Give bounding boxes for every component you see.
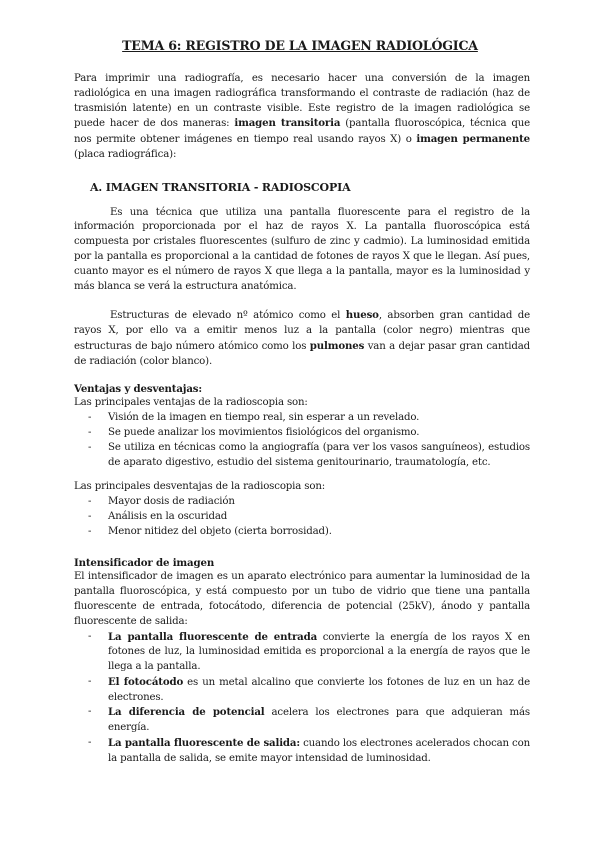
intro-text-3: (placa radiográfica): xyxy=(74,148,177,160)
section-a-paragraph-2 xyxy=(74,308,530,369)
list-item xyxy=(74,675,530,706)
desventaja-text: Mayor dosis de radiación xyxy=(108,496,235,508)
section-a-paragraph-1: Es una técnica que utiliza una pantalla fluorescente para el registro de la información proporcionada por el haz de rayos X. La pantalla fluoroscópica está compuesta por cristales fluorescentes (sulfuro de zinc y cadmio). La luminosidad emitida por la pantalla es proporcional a la cantidad de fotones de rayos X que le llegan. Así pues, cuanto mayor es el número de rayos X que llega a la pantalla, mayor es la luminosidad y más blanca se verá la estructura anatómica. xyxy=(74,206,530,292)
dash-mark: - xyxy=(88,441,92,453)
intro-paragraph xyxy=(74,72,530,163)
ventaja-text: Se puede analizar los movimientos fisiológicos del organismo. xyxy=(108,426,420,438)
intro-text-1: Para imprimir una radiografía, es necesario hacer una conversión de la imagen radiológica en una imagen radiográfica transformando el contraste de radiación (haz de trasmisión latente) en un contraste visible. Este registro de la imagen radiológica se puede hacer de dos maneras: xyxy=(74,73,530,130)
p2-bold-hueso: hueso xyxy=(345,309,379,322)
p2-text-2: , absorben gran cantidad de rayos X, por ello va a emitir menos luz a la pantalla (color negro) mientras que estructuras de bajo número atómico como los xyxy=(74,310,530,352)
ventaja-text: Se utiliza en técnicas como la angiografía (para ver los vasos sanguíneos), estudios de aparato digestivo, estudio del sistema genitourinario, traumatología, etc. xyxy=(108,441,530,468)
item-bold: El fotocátodo xyxy=(108,675,184,688)
dash-mark: - xyxy=(88,675,92,687)
pros-cons-heading: Ventajas y desventajas: xyxy=(74,382,202,395)
dash-mark: - xyxy=(88,510,92,522)
desventajas-list xyxy=(74,495,530,539)
dash-mark: - xyxy=(88,426,92,438)
list-item xyxy=(74,495,530,510)
item-text: cuando los electrones acelerados chocan con la pantalla de salida, se emite mayor intensidad de luminosidad. xyxy=(108,738,530,764)
item-bold: La diferencia de potencial xyxy=(108,706,265,719)
section-a-heading: A. IMAGEN TRANSITORIA - RADIOSCOPIA xyxy=(90,180,351,194)
desventajas-intro: Las principales desventajas de la radioscopia son: xyxy=(74,481,326,493)
dash-mark: - xyxy=(88,737,92,749)
item-bold: La pantalla fluorescente de entrada xyxy=(108,630,318,643)
intensificador-heading: Intensificador de imagen xyxy=(74,556,215,569)
item-text: acelera los electrones para que adquieran más energía. xyxy=(108,707,530,734)
list-item xyxy=(74,630,530,675)
desventaja-text: Menor nitidez del objeto (cierta borrosidad). xyxy=(108,525,332,537)
list-item xyxy=(74,441,530,471)
dash-mark: - xyxy=(88,630,92,642)
list-item xyxy=(74,411,530,426)
intensificador-intro: El intensificador de imagen es un aparato electrónico para aumentar la luminosidad de la pantalla fluoroscópica, y está compuesto por un tubo de vidrio que tiene una pantalla fluorescente de entrada, fotocátodo, diferencia de potencial (25kV), ánodo y pantalla fluorescente de salida: xyxy=(74,571,530,627)
ventaja-text: Visión de la imagen en tiempo real, sin esperar a un revelado. xyxy=(108,412,420,424)
item-text: convierte la energía de los rayos X en fotones de luz, la luminosidad emitida es proporcional a la energía de rayos que le llega a la pantalla. xyxy=(108,631,530,673)
list-item xyxy=(74,525,530,540)
intro-text-2: (pantalla fluoroscópica, técnica que nos permite obtener imágenes en tiempo real usando rayos X) o xyxy=(74,118,530,146)
intro-bold-transitoria: imagen transitoria xyxy=(234,117,341,130)
desventaja-text: Análisis en la oscuridad xyxy=(108,510,228,522)
p2-text-3: van a dejar pasar gran cantidad de radiación (color blanco). xyxy=(74,340,530,367)
intro-bold-permanente: imagen permanente xyxy=(416,133,530,146)
dash-mark: - xyxy=(88,706,92,718)
intensificador-list xyxy=(74,630,530,767)
p2-bold-pulmones: pulmones xyxy=(309,339,365,352)
dash-mark: - xyxy=(88,496,92,508)
p2-text-1: Estructuras de elevado nº atómico como el xyxy=(110,310,346,322)
ventajas-list xyxy=(74,411,530,470)
list-item xyxy=(74,426,530,441)
item-bold: La pantalla fluorescente de salida: xyxy=(108,737,300,750)
list-item xyxy=(74,736,530,767)
ventajas-intro: Las principales ventajas de la radioscopia son: xyxy=(74,397,308,409)
list-item xyxy=(74,705,530,736)
item-text: es un metal alcalino que convierte los fotones de luz en un haz de electrones. xyxy=(108,676,530,703)
page-title: TEMA 6: REGISTRO DE LA IMAGEN RADIOLÓGICA xyxy=(122,38,478,53)
document-body xyxy=(74,72,530,767)
dash-mark: - xyxy=(88,525,92,537)
dash-mark: - xyxy=(88,412,92,424)
list-item xyxy=(74,510,530,525)
